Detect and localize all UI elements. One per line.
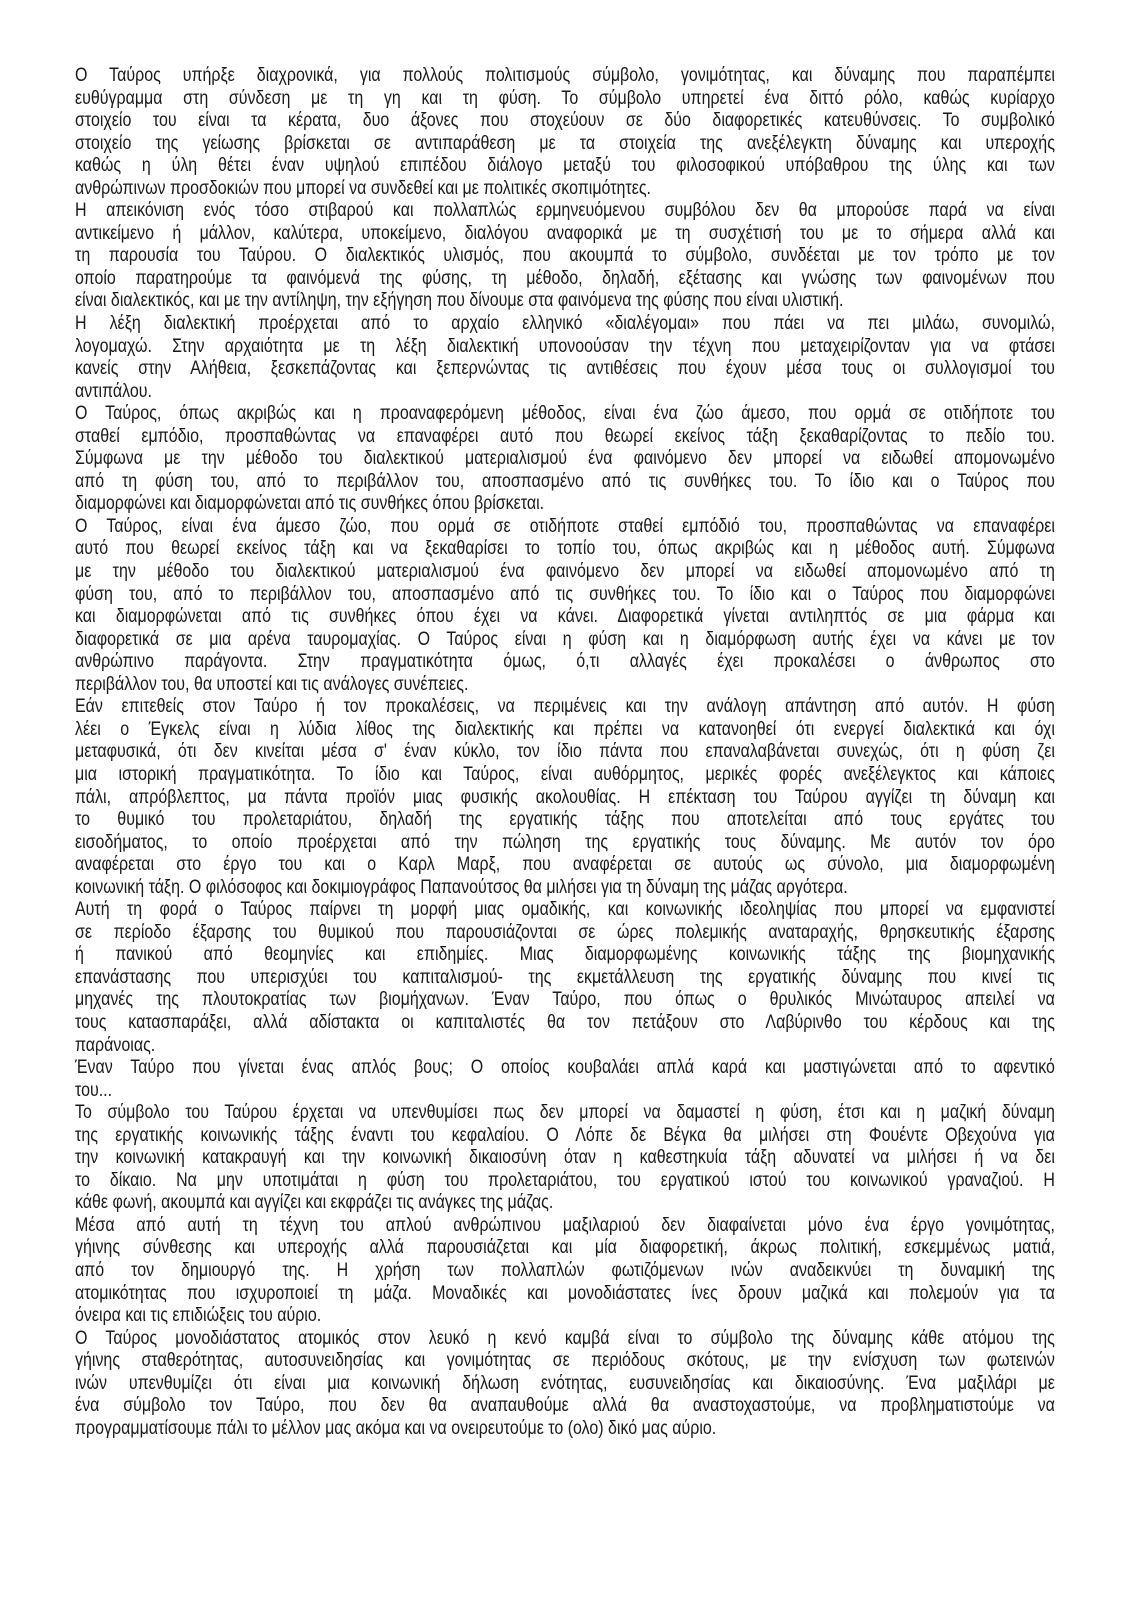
text-line: το δίκαιο. Να μην υποτιμάται η φύση του προλεταριάτου, του εργατικού ιστού του κοινωνικού γραναζιού. Η	[75, 1168, 1055, 1191]
text-line: μηχανές της πλουτοκρατίας των βιομήχανων. Έναν Ταύρο, που όπως ο θρυλικός Μινώταυρος απειλεί να	[75, 988, 1055, 1011]
paragraph	[75, 695, 1055, 898]
text-line: ευθύγραμμα στη σύνδεση με τη γη και τη φύση. Το σύμβολο υπηρετεί ένα διττό ρόλο, καθώς κυρίαρχο	[75, 86, 1055, 109]
text-line: γήινης σταθερότητας, αυτοσυνειδησίας και γονιμότητας σε περιόδους σκότους, με την ενίσχυση των φωτεινών	[75, 1349, 1055, 1372]
text-line: επανάστασης που υπερισχύει του καπιταλισμού- της εκμετάλλευση της εργατικής δύναμης που κινεί τις	[75, 965, 1055, 988]
text-line: λέει ο Έγκελς είναι η λύδια λίθος της διαλεκτικής και πρέπει να κατανοηθεί ότι ενεργεί διαλεκτικά και όχι	[75, 717, 1055, 740]
text-line: οποίο παρατηρούμε τα φαινόμενά της φύσης, τη μέθοδο, δηλαδή, εξέτασης και γνώσης των φαινομένων που	[75, 266, 1055, 289]
text-line: με την μέθοδο του διαλεκτικού ματεριαλισμού ένα φαινόμενο δεν μπορεί να ειδωθεί απομονωμένο από τη	[75, 560, 1055, 583]
text-line: Εάν επιτεθείς στον Ταύρο ή τον προκαλέσεις, να περιμένεις και την ανάλογη απάντηση από αυτόν. Η φύση	[75, 695, 1055, 718]
text-line: κοινωνική τάξη. Ο φιλόσοφος και δοκιμιογράφος Παπανούτσος θα μιλήσει για τη δύναμη της μάζας αργότερα.	[75, 875, 848, 898]
text-line: τους κατασπαράξει, αλλά αδίστακτα οι καπιταλιστές θα τον πετάξουν στο Λαβύρινθο του κέρδους και της	[75, 1010, 1055, 1033]
text-line: Το σύμβολο του Ταύρου έρχεται να υπενθυμίσει πως δεν μπορεί να δαμαστεί η φύση, έτσι και η μαζική δύναμη	[75, 1101, 1055, 1124]
text-line: αντικείμενο ή μάλλον, καλύτερα, υποκείμενο, διαλόγου αναφορικά με τη συσχέτισή του με το σήμερα αλλά και	[75, 221, 1055, 244]
text-line: κανείς στην Αλήθεια, ξεσκεπάζοντας και ξεπερνώντας τις αντιθέσεις που έχουν μέσα τους οι συλλογισμοί του	[75, 357, 1055, 380]
paragraph	[75, 402, 1055, 515]
paragraph	[75, 898, 1055, 1056]
text-line: Ο Ταύρος, όπως ακριβώς και η προαναφερόμενη μέθοδος, είναι ένα ζώο άμεσο, που ορμά σε οτιδήποτε του	[75, 402, 1055, 425]
text-line: Αυτή τη φορά ο Ταύρος παίρνει τη μορφή μιας ομαδικής, και κοινωνικής ιδεοληψίας που μπορεί να εμφανιστεί	[75, 898, 1055, 921]
text-line: είναι διαλεκτικός, και με την αντίληψη, την εξήγηση που δίνουμε στα φαινόμενα της φύσης που είναι υλιστική.	[75, 289, 844, 312]
text-line: την κοινωνική κατακραυγή και την κοινωνική δικαιοσύνη όταν η καθεστηκυία τάξη αδυνατεί να μιλήσει ή να δει	[75, 1146, 1055, 1169]
text-line: της εργατικής κοινωνικής τάξης έναντι του κεφαλαίου. Ο Λόπε δε Βέγκα θα μιλήσει στη Φουέντε Οβεχούνα για	[75, 1123, 1055, 1146]
text-line: αντιπάλου.	[75, 379, 153, 402]
text-line: τη παρουσία του Ταύρου. Ο διαλεκτικός υλισμός, που ακουμπά το σύμβολο, συνδέεται με τον τρόπο με τον	[75, 244, 1055, 267]
text-line: καθώς η ύλη θέτει έναν υψηλού επιπέδου διάλογο μεταξύ του φιλοσοφικού υπόβαθρου της ύλης και των	[75, 154, 1055, 177]
text-line: Ο Ταύρος μονοδιάστατος ατομικός στον λευκό η κενό καμβά είναι το σύμβολο της δύναμης κάθε ατόμου της	[75, 1326, 1055, 1349]
text-line: το θυμικό του προλεταριάτου, δηλαδή της εργατικής τάξης που αποτελείται από τους εργάτες του	[75, 808, 1055, 831]
text-line: στοιχείο της γείωσης βρίσκεται σε αντιπαράθεση με τα στοιχεία της ανεξέλεγκτη δύναμης και υπεροχής	[75, 131, 1055, 154]
paragraph	[75, 1214, 1055, 1327]
text-line: πάλι, απρόβλεπτος, μα πάντα προϊόν μιας φυσικής ακολουθίας. Η επέκταση του Ταύρου αγγίζει τη δύναμη και	[75, 785, 1055, 808]
text-line: διαμορφώνει και διαμορφώνεται από τις συνθήκες όπου βρίσκεται.	[75, 492, 545, 515]
text-line: φύση του, από το περιβάλλον του, αποσπασμένο από τις συνθήκες του. Το ίδιο και ο Ταύρος που διαμορφώνει	[75, 582, 1055, 605]
text-line: Η απεικόνιση ενός τόσο στιβαρού και πολλαπλώς ερμηνευόμενου συμβόλου δεν θα μπορούσε παρά να είναι	[75, 199, 1055, 222]
paragraph	[75, 515, 1055, 695]
text-line: περιβάλλον του, θα υποστεί και τις ανάλογες συνέπειες.	[75, 672, 469, 695]
text-line: προγραμματίσουμε πάλι το μέλλον μας ακόμα και να ονειρευτούμε το (ολο) δικό μας αύριο.	[75, 1416, 717, 1439]
paragraph	[75, 1327, 1055, 1440]
paragraph	[75, 1056, 1055, 1101]
text-line: εισοδήματος, το οποίο προέρχεται από την πώληση της εργατικής τους δύναμης. Με αυτόν τον όρο	[75, 830, 1055, 853]
text-line: Μέσα από αυτή τη τέχνη του απλού ανθρώπινου μαξιλαριού δεν διαφαίνεται μόνο ένα έργο γονιμότητας,	[75, 1213, 1055, 1236]
text-line: μια ιστορική πραγματικότητα. Το ίδιο και Ταύρος, είναι αυθόρμητος, μερικές φορές ανεξέλεγκτος και κάποιες	[75, 762, 1055, 785]
text-line: κάθε φωνή, ακουμπά και αγγίζει και εκφράζει τις ανάγκες της μάζας.	[75, 1191, 554, 1214]
text-line: Σύμφωνα με την μέθοδο του διαλεκτικού ματεριαλισμού ένα φαινόμενο δεν μπορεί να ειδωθεί απομονωμένο	[75, 447, 1055, 470]
text-line: λογομαχώ. Στην αρχαιότητα με τη λέξη διαλεκτική υπονοούσαν την τέχνη που μεταχειρίζονταν για να φτάσει	[75, 334, 1055, 357]
text-line: σε περίοδο έξαρσης του θυμικού που παρουσιάζονται σε ώρες πολεμικής αναταραχής, θρησκευτικής έξαρσης	[75, 920, 1055, 943]
text-line: Ο Ταύρος, είναι ένα άμεσο ζώο, που ορμά σε οτιδήποτε σταθεί εμπόδιό του, προσπαθώντας να επαναφέρει	[75, 514, 1055, 537]
text-line: στοιχείο του είναι τα κέρατα, δυο άξονες που στοχεύουν σε δύο διαφορετικές κατευθύνσεις. Το συμβολικό	[75, 109, 1055, 132]
document-body	[75, 64, 1055, 1439]
text-line: μεταφυσικά, ότι δεν κινείται μέσα σ' έναν κύκλο, τον ίδιο πάντα που επαναλαβάνεται συνεχώς, ότι η φύση ζει	[75, 740, 1055, 763]
text-line: γήινης σύνθεσης και υπεροχής αλλά παρουσιάζεται και μία διαφορετική, άκρως πολιτική, εσκεμμένως ματιά,	[75, 1236, 1055, 1259]
text-line: ανθρώπινων προσδοκιών που μπορεί να συνδεθεί και με πολιτικές σκοπιμότητες.	[75, 176, 652, 199]
text-line: αναφέρεται στο έργο του και ο Καρλ Μαρξ, που αναφέρεται σε αυτούς ως σύνολο, μια διαμορφωμένη	[75, 853, 1055, 876]
text-line: από τον δημιουργό της. Η χρήση των πολλαπλών φωτιζόμενων ινών αναδεικνύει τη δυναμική της	[75, 1258, 1055, 1281]
text-line: του...	[75, 1078, 113, 1101]
text-line: σταθεί εμπόδιο, προσπαθώντας να επαναφέρει αυτό που θεωρεί εκείνος τάξη ξεκαθαρίζοντας το πεδίο του.	[75, 424, 1055, 447]
text-line: αυτό που θεωρεί εκείνος τάξη και να ξεκαθαρίσει το τοπίο του, όπως ακριβώς και η μέθοδος αυτή. Σύμφωνα	[75, 537, 1055, 560]
text-line: ατομικότητας που ισχυροποιεί τη μάζα. Μοναδικές και μονοδιάστατες ίνες δρουν μαζικά και πολεμούν για τα	[75, 1281, 1055, 1304]
paragraph	[75, 1101, 1055, 1214]
text-line: ή πανικού από θεομηνίες και επιδημίες. Μιας διαμορφωμένης κοινωνικής τάξης της βιομηχανικής	[75, 943, 1055, 966]
paragraph	[75, 64, 1055, 199]
text-line: ινών υπενθυμίζει ότι είναι μια κοινωνική δήλωση ενότητας, ευσυνειδησίας και δικαιοσύνης. Ένα μαξιλάρι με	[75, 1371, 1055, 1394]
text-line: ένα σύμβολο τον Ταύρο, που δεν θα αναπαυθούμε αλλά θα αναστοχαστούμε, να προβληματιστούμε να	[75, 1394, 1055, 1417]
text-line: Ο Ταύρος υπήρξε διαχρονικά, για πολλούς πολιτισμούς σύμβολο, γονιμότητας, και δύναμης που παραπέμπει	[75, 64, 1055, 86]
text-line: και διαμορφώνεται από τις συνθήκες όπου έχει να κάνει. Διαφορετικά γίνεται αντιληπτός σε μια φάρμα και	[75, 605, 1055, 628]
text-line: όνειρα και τις επιδιώξεις του αύριο.	[75, 1304, 322, 1327]
text-line: Η λέξη διαλεκτική προέρχεται από το αρχαίο ελληνικό «διαλέγομαι» που πάει να πει μιλάω, συνομιλώ,	[75, 312, 1055, 335]
paragraph	[75, 199, 1055, 312]
text-line: από τη φύση του, από το περιβάλλον του, αποσπασμένο από τις συνθήκες του. Το ίδιο και ο Ταύρος που	[75, 469, 1055, 492]
text-line: παράνοιας.	[75, 1033, 156, 1056]
paragraph	[75, 312, 1055, 402]
text-line: ανθρώπινο παράγοντα. Στην πραγματικότητα όμως, ό,τι αλλαγές έχει προκαλέσει ο άνθρωπος στο	[75, 650, 1055, 673]
text-line: Έναν Ταύρο που γίνεται ένας απλός βους; Ο οποίος κουβαλάει απλά καρά και μαστιγώνεται από το αφεντικό	[75, 1056, 1055, 1079]
text-line: διαφορετικά σε μια αρένα ταυρομαχίας. Ο Ταύρος είναι η φύση και η διαμόρφωση αυτής έχει να κάνει με τον	[75, 627, 1055, 650]
